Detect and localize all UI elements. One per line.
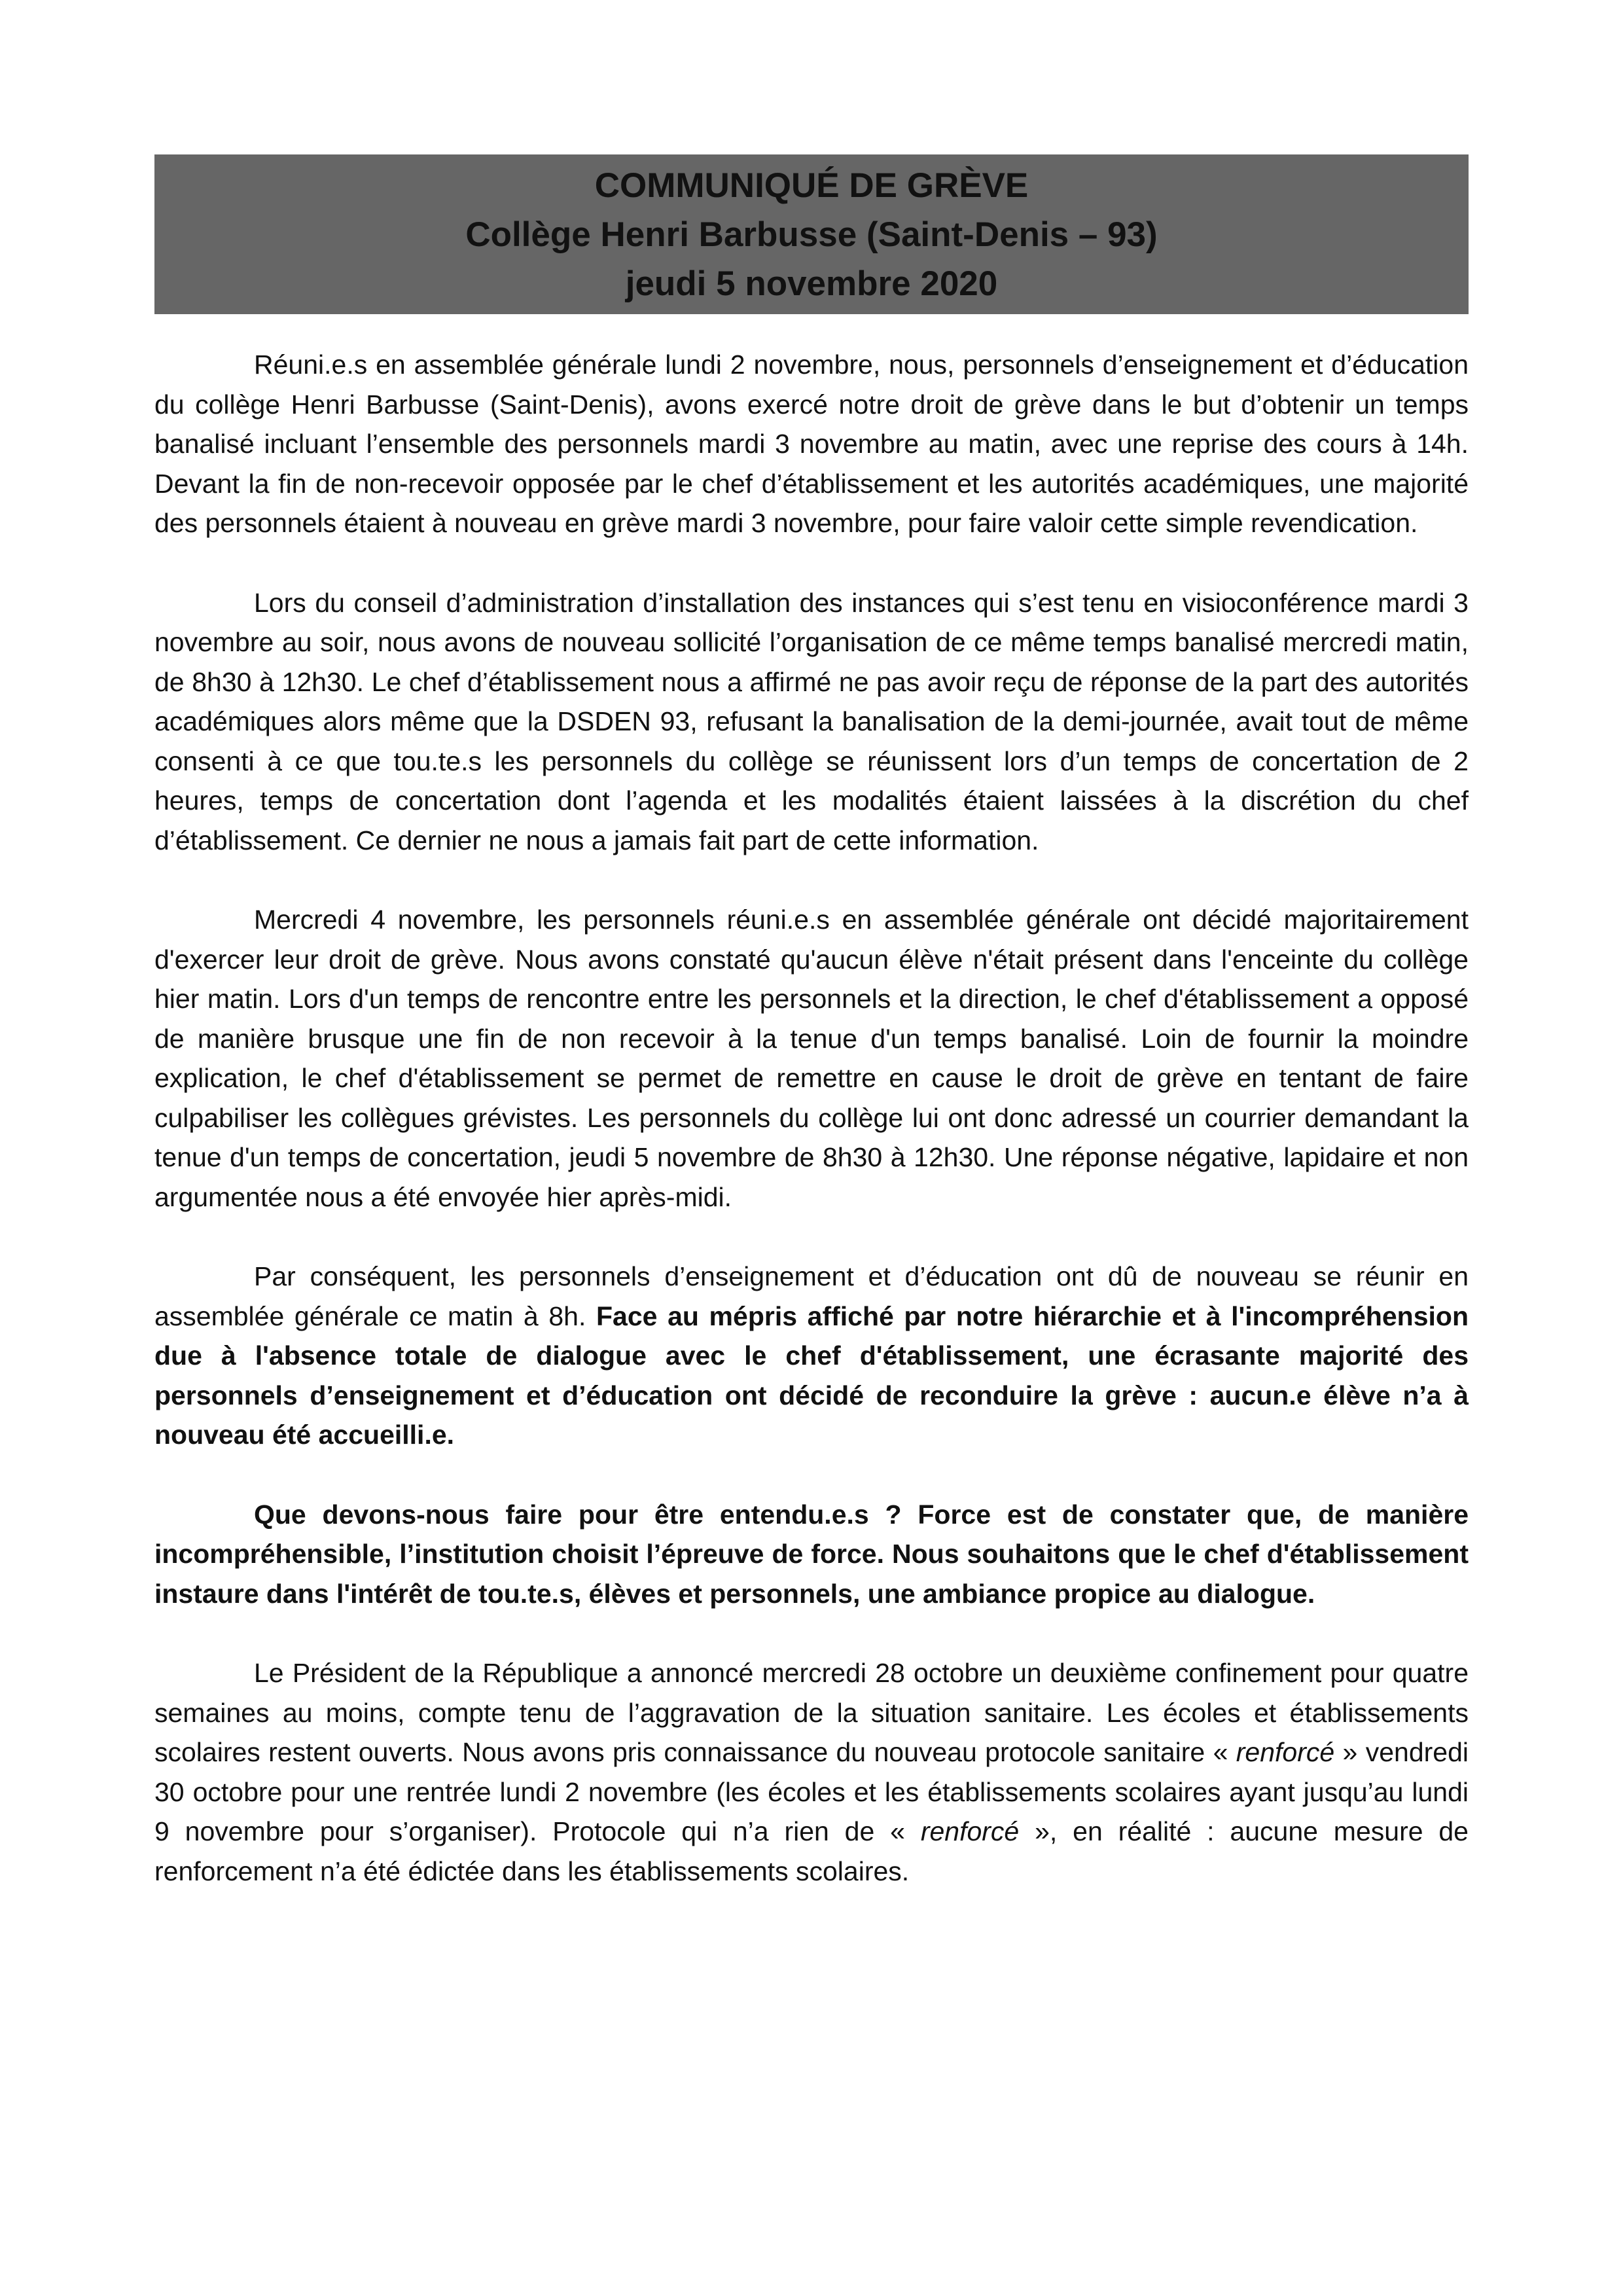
paragraph-6-text-b: » vendredi 30 octobre pour une rentrée lundi 2 novembre (les écoles et les établissements scolaires ayant jusqu’au lundi 9 novembre pour s’organiser). Protocole qui n’a rien de « [154,1737,1469,1846]
paragraph-2: Lors du conseil d’administration d’installation des instances qui s’est tenu en visioconférence mardi 3 novembre au soir, nous avons de nouveau sollicité l’organisation de ce même temps banalisé mercredi matin, de 8h30 à 12h30. Le chef d’établissement nous a affirmé ne pas avoir reçu de réponse de la part des autorités académiques alors même que la DSDEN 93, refusant la banalisation de la demi-journée, avait tout de même consenti à ce que tou.te.s les personnels du collège se réunissent lors d’un temps de concertation de 2 heures, temps de concertation dont l’agenda et les modalités étaient laissées à la discrétion du chef d’établissement. Ce dernier ne nous a jamais fait part de cette information. [154,587,1469,855]
paragraph-5: Que devons-nous faire pour être entendu.e.s ? Force est de constater que, de manière incompréhensible, l’institution choisit l’épreuve de force. Nous souhaitons que le chef d'établissement instaure dans l'intérêt de tou.te.s, élèves et personnels, une ambiance propice au dialogue. [154,1499,1469,1609]
paragraph-1: Réuni.e.s en assemblée générale lundi 2 novembre, nous, personnels d’enseignement et d’éducation du collège Henri Barbusse (Saint-Denis), avons exercé notre droit de grève dans le but d’obtenir un temps banalisé incluant l’ensemble des personnels mardi 3 novembre au matin, avec une reprise des cours à 14h. Devant la fin de non-recevoir opposée par le chef d’établissement et les autorités académiques, une majorité des personnels étaient à nouveau en grève mardi 3 novembre, pour faire valoir cette simple revendication. [154,350,1469,538]
paragraph-6 [154,1653,1469,1891]
document-body [154,345,1469,1891]
paragraph-6-text-c: », en réalité : aucune mesure de renforcement n’a été édictée dans les établissements scolaires. [154,1816,1469,1886]
paragraph-3: Mercredi 4 novembre, les personnels réuni.e.s en assemblée générale ont décidé majoritairement d'exercer leur droit de grève. Nous avons constaté qu'aucun élève n'était présent dans l'enceinte du collège hier matin. Lors d'un temps de rencontre entre les personnels et la direction, le chef d'établissement a opposé de manière brusque une fin de non recevoir à la tenue d'un temps banalisé. Loin de fournir la moindre explication, le chef d'établissement se permet de remettre en cause le droit de grève en tentant de faire culpabiliser les collègues grévistes. Les personnels du collège lui ont donc adressé un courrier demandant la tenue d'un temps de concertation, jeudi 5 novembre de 8h30 à 12h30. Une réponse négative, lapidaire et non argumentée nous a été envoyée hier après-midi. [154,905,1469,1212]
paragraph-4 [154,1257,1469,1455]
school-name: Collège Henri Barbusse (Saint-Denis – 93) [465,215,1158,254]
paragraph-6-emphasis-2: renforcé [920,1816,1020,1846]
title-banner [154,154,1469,314]
paragraph-6-text-a: Le Président de la République a annoncé mercredi 28 octobre un deuxième confinement pour quatre semaines au moins, compte tenu de l’aggravation de la situation sanitaire. Les écoles et établissements scolaires restent ouverts. Nous avons pris connaissance du nouveau protocole sanitaire « [154,1658,1469,1767]
paragraph-4-bold-text: Face au mépris affiché par notre hiérarchie et à l'incompréhension due à l'absence totale de dialogue avec le chef d'établissement, une écrasante majorité des personnels d’enseignement et d’éducation ont décidé de reconduire la grève : aucun.e élève n’a à nouveau été accueilli.e. [154,1300,1469,1450]
document-title: COMMUNIQUÉ DE GRÈVE [594,166,1029,205]
document-date: jeudi 5 novembre 2020 [625,264,998,303]
paragraph-6-emphasis-1: renforcé [1236,1737,1335,1767]
paragraph-4-text: Par conséquent, les personnels d’enseignement et d’éducation ont dû de nouveau se réunir en assemblée générale ce matin à 8h. [154,1261,1469,1331]
